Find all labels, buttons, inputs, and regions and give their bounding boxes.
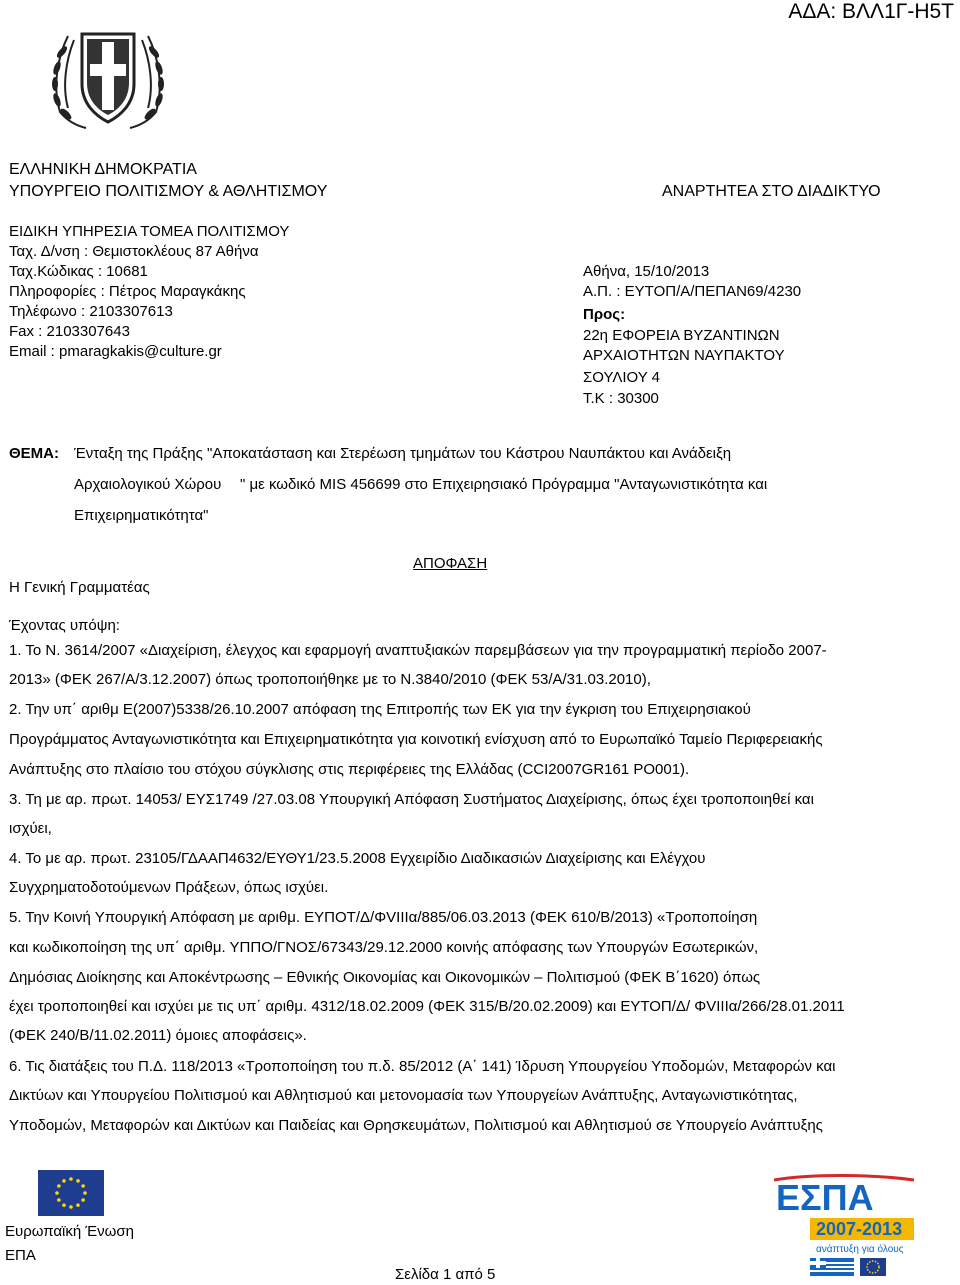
eu-star-icon: [81, 1184, 85, 1188]
eu-star-icon: [69, 1177, 73, 1181]
eu-star-icon: [83, 1191, 87, 1195]
body-line: και κωδικοποίηση της υπ΄ αριθμ. ΥΠΠΟ/ΓΝΟΣ/67343/29.12.2000 κοινής απόφασης των Υπουργών Εσωτερικών,: [9, 939, 759, 956]
espa-logo-icon: [770, 1172, 918, 1278]
body-line: 5. Την Κοινή Υπουργική Απόφαση με αριθμ. ΕΥΠΟΤ/Δ/ΦVIIIα/885/06.03.2013 (ΦΕΚ 610/Β/2013) «Τροποποίηση: [9, 909, 758, 926]
body-line: 1. Το Ν. 3614/2007 «Διαχείριση, έλεγχος και εφαρμογή αναπτυξιακών παρεμβάσεων για την προγραμματική περίοδο 2007-: [9, 642, 827, 659]
publish-note: ΑΝΑΡΤΗΤΕΑ ΣΤΟ ΔΙΑΔΙΚΤΥΟ: [662, 183, 881, 200]
eu-star-icon: [55, 1191, 59, 1195]
eu-star-icon: [76, 1179, 80, 1183]
body-line: 6. Τις διατάξεις του Π.Δ. 118/2013 «Τροποποίηση του π.δ. 85/2012 (Α΄ 141) Ίδρυση Υπουργείου Υποδομών, Μεταφορών και: [9, 1058, 836, 1075]
body-line: 3. Τη με αρ. πρωτ. 14053/ ΕΥΣ1749 /27.03.08 Υπουργική Απόφαση Συστήματος Διαχείρισης, όπως έχει τροποποιηθεί και: [9, 791, 814, 808]
document-date: Αθήνα, 15/10/2013: [583, 263, 710, 280]
body-line: 2. Την υπ΄ αριθμ Ε(2007)5338/26.10.2007 απόφαση της Επιτροπής των ΕΚ για την έγκριση του Επιχειρησιακού: [9, 701, 751, 718]
ministry-title: ΥΠΟΥΡΓΕΙΟ ΠΟΛΙΤΙΣΜΟΥ & ΑΘΛΗΤΙΣΜΟΥ: [9, 183, 328, 200]
body-line: 4. Το με αρ. πρωτ. 23105/ΓΔΑΑΠ4632/ΕΥΘΥ1/23.5.2008 Εγχειρίδιο Διαδικασιών Διαχείρισης και Ελέγχου: [9, 850, 706, 867]
footer-eu-label: Ευρωπαϊκή Ένωση: [5, 1223, 134, 1240]
body-line: (ΦΕΚ 240/Β/11.02.2011) όμοιες αποφάσεις».: [9, 1027, 307, 1044]
sender-info: Πληροφορίες : Πέτρος Μαραγκάκης: [9, 283, 246, 300]
sender-postcode: Ταχ.Κώδικας : 10681: [9, 263, 148, 280]
subject-label: ΘΕΜΑ:: [9, 445, 59, 462]
sender-service: ΕΙΔΙΚΗ ΥΠΗΡΕΣΙΑ ΤΟΜΕΑ ΠΟΛΙΤΙΣΜΟΥ: [9, 223, 290, 240]
eu-star-icon: [76, 1203, 80, 1207]
body-line: Προγράμματος Ανταγωνιστικότητα και Επιχειρηματικότητα για κοινοτική ενίσχυση από το Ευρωπαϊκό Ταμείο Περιφερειακής: [9, 731, 823, 748]
recipient-line-1: 22η ΕΦΟΡΕΙΑ ΒΥΖΑΝΤΙΝΩΝ: [583, 327, 780, 344]
subject-line-1: Ένταξη της Πράξης "Αποκατάσταση και Στερέωση τμημάτων του Κάστρου Ναυπάκτου και Ανάδειξη: [74, 445, 732, 462]
eu-star-icon: [81, 1198, 85, 1202]
ada-code: ΑΔΑ: ΒΛΛ1Γ-Η5Τ: [788, 0, 954, 23]
espa-logo-caption: ανάπτυξη για όλους: [816, 1244, 904, 1255]
footer-espa-label: ΕΠΑ: [5, 1247, 36, 1264]
body-line: ισχύει,: [9, 820, 52, 837]
country-title: ΕΛΛΗΝΙΚΗ ΔΗΜΟΚΡΑΤΙΑ: [9, 161, 197, 178]
eu-flag-icon: [38, 1170, 104, 1216]
espa-logo-years: 2007-2013: [816, 1219, 903, 1239]
sender-phone: Τηλέφωνο : 2103307613: [9, 303, 173, 320]
eu-star-icon: [69, 1205, 73, 1209]
sender-fax: Fax : 2103307643: [9, 323, 130, 340]
eu-small-flag-icon: [860, 1258, 886, 1276]
eu-star-icon: [57, 1184, 61, 1188]
recipient-line-2: ΑΡΧΑΙΟΤΗΤΩΝ ΝΑΥΠΑΚΤΟΥ: [583, 347, 785, 364]
protocol-number: Α.Π. : ΕΥΤΟΠ/Α/ΠΕΠΑΝ69/4230: [583, 283, 802, 300]
body-line: Συγχρηματοδοτούμενων Πράξεων, όπως ισχύει.: [9, 879, 329, 896]
recipient-label: Προς:: [583, 306, 626, 323]
body-line: έχει τροποποιηθεί και ισχύει με τις υπ΄ αριθμ. 4312/18.02.2009 (ΦΕΚ 315/Β/20.02.2009) και ΕΥΤΟΠ/Δ/ ΦVIIIα/266/28.01.2011: [9, 998, 845, 1015]
considering-heading: Έχοντας υπόψη:: [9, 617, 120, 634]
body-line: Υποδομών, Μεταφορών και Δικτύων και Παιδείας και Θρησκευμάτων, Πολιτισμού και Αθλητισμού σε Υπουργείο Ανάπτυξης: [9, 1117, 823, 1134]
subject-line-3: Επιχειρηματικότητα": [74, 507, 209, 524]
body-line: Ανάπτυξης στο πλαίσιο του στόχου σύγκλισης στις περιφέρειες της Ελλάδας (CCI2007GR161 PO001).: [9, 761, 690, 778]
recipient-line-4: Τ.Κ : 30300: [583, 390, 659, 407]
body-line: 2013» (ΦΕΚ 267/Α/3.12.2007) όπως τροποποιήθηκε με το Ν.3840/2010 (ΦΕΚ 53/Α/31.03.2010),: [9, 671, 651, 688]
eu-star-icon: [62, 1179, 66, 1183]
subject-line-2a: Αρχαιολογικού Χώρου: [74, 476, 222, 493]
eu-star-icon: [57, 1198, 61, 1202]
issuer-title: Η Γενική Γραμματέας: [9, 579, 150, 596]
eu-star-icon: [62, 1203, 66, 1207]
subject-line-2b: " με κωδικό MIS 456699 στο Επιχειρησιακό Πρόγραμμα "Ανταγωνιστικότητα και: [240, 476, 768, 493]
decision-title: ΑΠΟΦΑΣΗ: [413, 555, 488, 572]
greek-coat-of-arms-icon: [38, 16, 178, 134]
recipient-line-3: ΣΟΥΛΙΟΥ 4: [583, 369, 660, 386]
body-line: Δημόσιας Διοίκησης και Αποκέντρωσης – Εθνικής Οικονομίας και Οικονομικών – Πολιτισμού (ΦΕΚ Β΄1620) όπως: [9, 969, 761, 986]
greek-flag-icon: [810, 1258, 854, 1276]
body-line: Δικτύων και Υπουργείου Πολιτισμού και Αθλητισμού και μετονομασία των Υπουργείων Ανάπτυξης, Ανταγωνιστικότητας,: [9, 1087, 798, 1104]
sender-address: Ταχ. Δ/νση : Θεμιστοκλέους 87 Αθήνα: [9, 243, 259, 260]
espa-logo-text: ΕΣΠΑ: [776, 1177, 874, 1218]
page-number: Σελίδα 1 από 5: [395, 1266, 496, 1283]
sender-email: Email : pmaragkakis@culture.gr: [9, 343, 222, 360]
